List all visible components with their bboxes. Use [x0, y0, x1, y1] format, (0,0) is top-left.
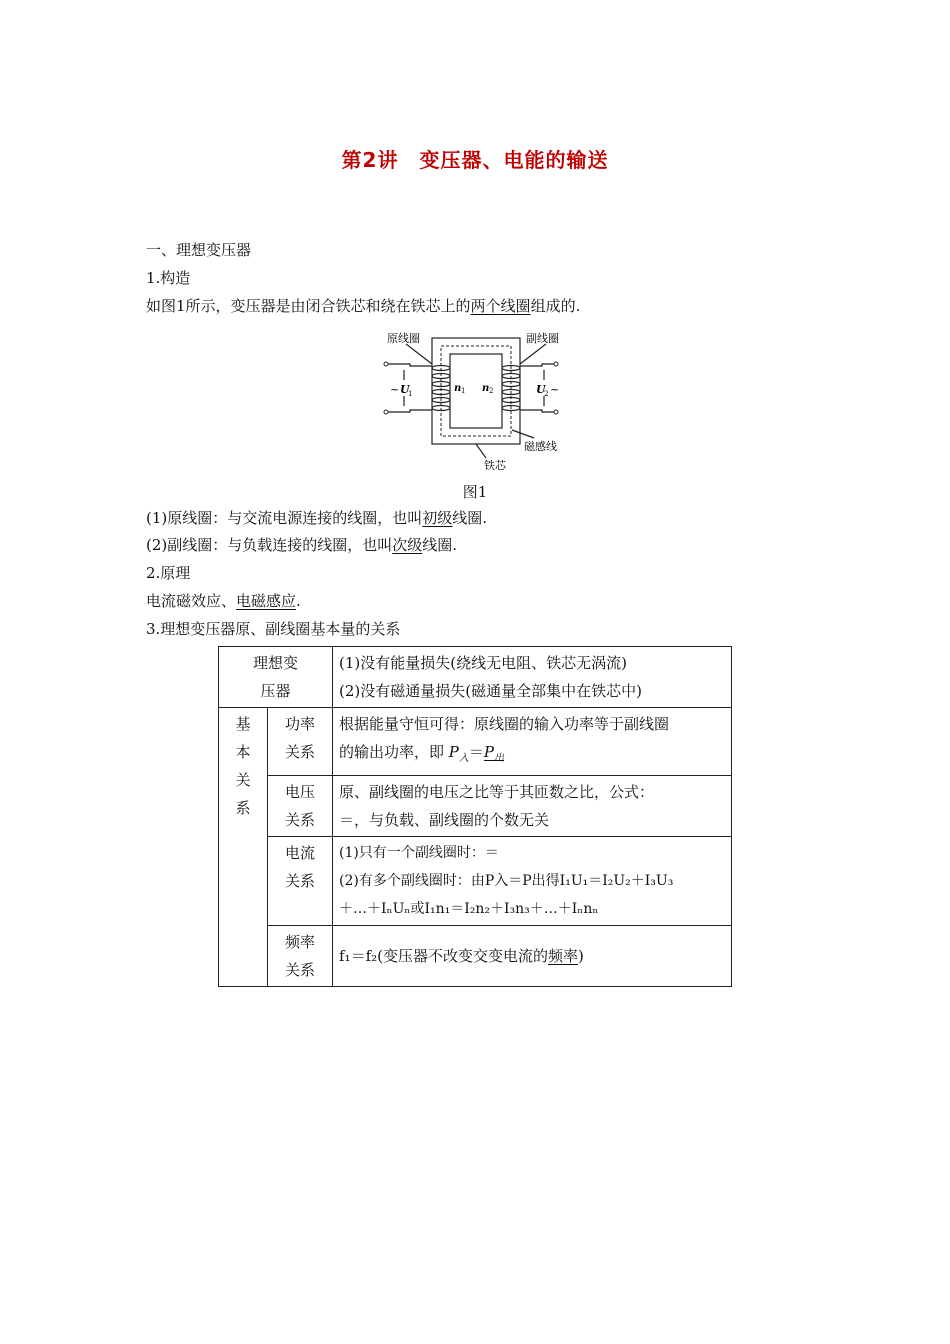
- u2-subscript: 2: [544, 390, 549, 398]
- table-row: [219, 708, 732, 776]
- cell-text: f₁＝f₂(变压器不改变交变电流的: [339, 947, 548, 965]
- text-run: 线圈.: [452, 509, 488, 527]
- page-title: 第2讲 变压器、电能的输送: [341, 148, 609, 172]
- ideal-transformer-label: [219, 647, 333, 708]
- text-run: 线圈.: [422, 536, 458, 554]
- cell-text: (1)没有能量损失(绕线无电阻、铁芯无涡流): [339, 654, 627, 672]
- frequency-relation-cell: [333, 926, 732, 987]
- underlined-answer: 频率: [547, 947, 578, 965]
- subheading-structure: 1.构造: [146, 269, 191, 287]
- principle-paragraph: [146, 591, 301, 611]
- text-run: (2)副线圈：与负载连接的线圈，也叫: [146, 536, 393, 554]
- subheading-relations: 3.理想变压器原、副线圈基本量的关系: [146, 620, 401, 638]
- cell-text: (2)有多个副线圈时：由P入＝P出得I₁U₁＝I₂U₂＋I₃U₃: [339, 873, 674, 889]
- power-formula-line: 的输出功率，即 $P_入=P_出$: [339, 743, 504, 764]
- section-heading: 一、理想变压器: [146, 241, 252, 259]
- n1-subscript: 1: [461, 387, 466, 395]
- secondary-coil-item: [146, 535, 457, 555]
- primary-coil-label: 原线圈: [387, 332, 420, 345]
- subheading-principle: 2.原理: [146, 564, 191, 582]
- ideal-conditions-cell: [333, 647, 732, 708]
- cell-text: 基: [235, 715, 251, 733]
- n1-label: n: [454, 383, 462, 394]
- ac-symbol-right: ~: [550, 383, 560, 396]
- underlined-answer: 次级: [392, 536, 423, 554]
- cell-text: 关系: [284, 743, 315, 761]
- cell-text: 频率: [284, 933, 315, 951]
- cell-text: 关: [235, 771, 251, 789]
- cell-text: 电流: [284, 844, 315, 862]
- flux-line-label: 磁感线: [524, 440, 557, 453]
- u2-label: U: [536, 383, 546, 396]
- table-row: [219, 837, 732, 926]
- current-relation-cell: [333, 837, 732, 926]
- cell-text: ): [578, 947, 584, 965]
- cell-text: 本: [235, 743, 251, 761]
- text-run: 组成的.: [530, 297, 581, 315]
- relations-table: [218, 646, 732, 987]
- current-relation-label: [268, 837, 333, 926]
- cell-text: 根据能量守恒可得：原线圈的输入功率等于副线圈: [339, 715, 670, 733]
- formula-p-out: $P_出$: [483, 743, 504, 764]
- u1-label: U: [400, 383, 410, 396]
- text-run: (1)原线圈：与交流电源连接的线圈，也叫: [146, 509, 423, 527]
- cell-text: ＋…＋IₙUₙ或I₁n₁＝I₂n₂＋I₃n₃＋…＋Iₙnₙ: [339, 901, 599, 917]
- table-row: [219, 926, 732, 987]
- underlined-answer: 电磁感应: [236, 592, 297, 610]
- text-run: .: [296, 592, 301, 610]
- basic-relations-label: [219, 708, 268, 987]
- cell-text: 关系: [284, 872, 315, 890]
- power-relation-cell: [333, 708, 732, 776]
- cell-text: 原、副线圈的电压之比等于其匝数之比，公式：: [339, 783, 655, 801]
- cell-text: 关系: [284, 811, 315, 829]
- frequency-relation-label: [268, 926, 333, 987]
- table-row: [219, 647, 732, 708]
- cell-text: 系: [235, 799, 251, 817]
- underlined-answer: 初级: [422, 509, 453, 527]
- cell-text: ＝，与负载、副线圈的个数无关: [339, 811, 550, 829]
- n2-subscript: 2: [489, 387, 494, 395]
- cell-text: 关系: [284, 961, 315, 979]
- voltage-relation-label: [268, 776, 333, 837]
- figure-caption: 图1: [462, 483, 488, 501]
- transformer-diagram: [376, 326, 576, 476]
- cell-text: 理想变: [252, 654, 298, 672]
- formula-p-in: $P_入$: [448, 743, 469, 764]
- cell-text: (1)只有一个副线圈时：＝: [339, 845, 499, 861]
- table-row: [219, 776, 732, 837]
- cell-text: 电压: [284, 783, 315, 801]
- n2-label: n: [482, 383, 490, 394]
- core-label: 铁芯: [484, 459, 506, 472]
- voltage-relation-cell: [333, 776, 732, 837]
- text-run: 如图1所示，变压器是由闭合铁芯和绕在铁芯上的: [146, 297, 471, 315]
- power-relation-label: [268, 708, 333, 776]
- underlined-answer: 两个线圈: [470, 297, 531, 315]
- ac-symbol-left: ~: [390, 383, 400, 396]
- text-run: 电流磁效应、: [146, 592, 237, 610]
- secondary-coil-label: 副线圈: [526, 332, 559, 345]
- cell-text: 压器: [260, 682, 291, 700]
- structure-paragraph: [146, 296, 580, 316]
- primary-coil-item: [146, 508, 487, 528]
- cell-text: 功率: [284, 715, 315, 733]
- u1-subscript: 1: [408, 390, 413, 398]
- cell-text: (2)没有磁通量损失(磁通量全部集中在铁芯中): [339, 682, 642, 700]
- cell-text: 的输出功率，即: [339, 743, 445, 761]
